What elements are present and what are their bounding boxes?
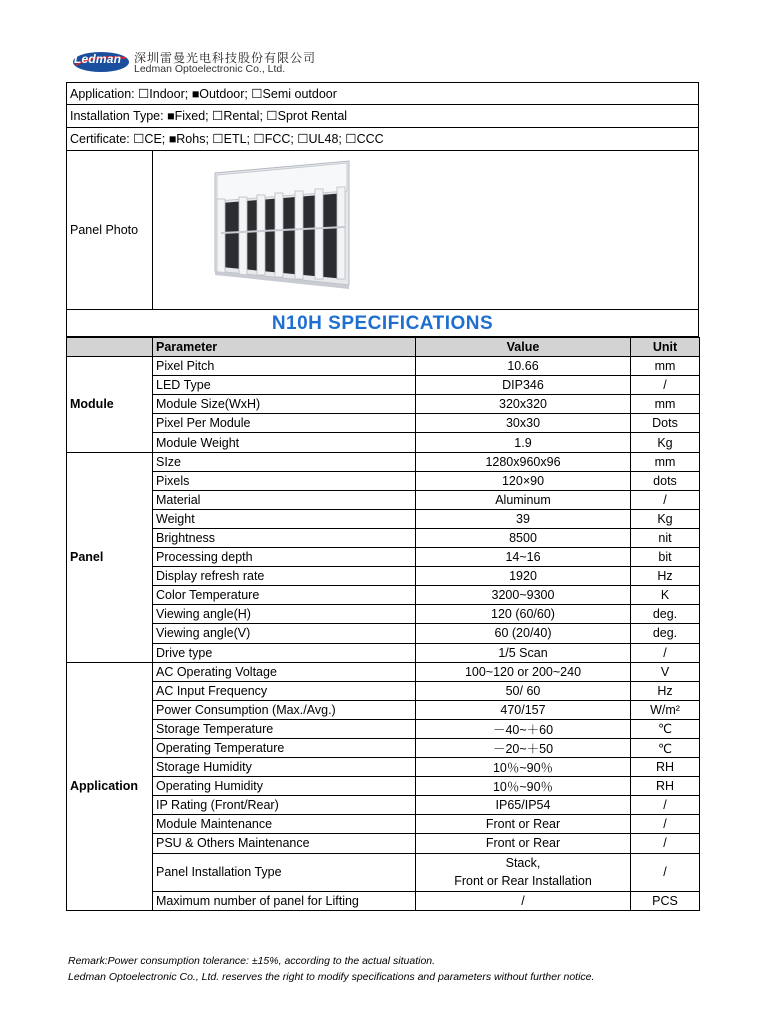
value-cell: 3200~9300 xyxy=(416,586,631,605)
value-cell: －20~＋50 xyxy=(416,738,631,757)
table-row xyxy=(67,395,700,414)
parameter-cell: Drive type xyxy=(153,643,416,662)
unit-cell: Dots xyxy=(631,414,700,433)
unit-header: Unit xyxy=(631,338,700,357)
parameter-cell: IP Rating (Front/Rear) xyxy=(153,796,416,815)
value-cell: 1/5 Scan xyxy=(416,643,631,662)
table-row xyxy=(67,509,700,528)
value-cell: DIP346 xyxy=(416,376,631,395)
parameter-header: Parameter xyxy=(153,338,416,357)
table-row xyxy=(67,605,700,624)
parameter-cell: Brightness xyxy=(153,528,416,547)
table-row xyxy=(67,796,700,815)
table-row xyxy=(67,853,700,891)
unit-cell: W/m² xyxy=(631,700,700,719)
remark-tolerance: Remark:Power consumption tolerance: ±15%, according to the actual situation. xyxy=(68,955,436,967)
group-label: Module xyxy=(67,357,153,452)
unit-cell: ℃ xyxy=(631,738,700,757)
table-row xyxy=(67,815,700,834)
table-row xyxy=(67,567,700,586)
unit-cell: dots xyxy=(631,471,700,490)
company-header xyxy=(72,48,472,78)
value-cell: 14~16 xyxy=(416,548,631,567)
value-cell: Front or Rear xyxy=(416,834,631,853)
unit-cell: / xyxy=(631,376,700,395)
table-row xyxy=(67,586,700,605)
value-cell: Aluminum xyxy=(416,490,631,509)
unit-cell: RH xyxy=(631,758,700,777)
value-cell: 8500 xyxy=(416,528,631,547)
parameter-cell: Pixel Pitch xyxy=(153,357,416,376)
parameter-cell: Operating Humidity xyxy=(153,777,416,796)
parameter-cell: AC Input Frequency xyxy=(153,681,416,700)
parameter-cell: Pixel Per Module xyxy=(153,414,416,433)
parameter-cell: PSU & Others Maintenance xyxy=(153,834,416,853)
unit-cell: / xyxy=(631,834,700,853)
table-row xyxy=(67,528,700,547)
unit-cell: Hz xyxy=(631,567,700,586)
group-label: Application xyxy=(67,662,153,910)
table-row xyxy=(67,738,700,757)
spec-sheet xyxy=(66,82,699,911)
unit-cell: deg. xyxy=(631,605,700,624)
unit-cell: ℃ xyxy=(631,719,700,738)
value-cell: 1280x960x96 xyxy=(416,452,631,471)
value-cell: 60 (20/40) xyxy=(416,624,631,643)
unit-cell: RH xyxy=(631,777,700,796)
remarks xyxy=(68,953,594,985)
value-cell: 10％~90％ xyxy=(416,758,631,777)
value-header: Value xyxy=(416,338,631,357)
unit-cell: / xyxy=(631,853,700,891)
parameter-cell: Panel Installation Type xyxy=(153,853,416,891)
unit-cell: / xyxy=(631,796,700,815)
unit-cell: / xyxy=(631,815,700,834)
table-row xyxy=(67,643,700,662)
parameter-cell: Maximum number of panel for Lifting xyxy=(153,891,416,910)
unit-cell: mm xyxy=(631,357,700,376)
panel-photo-cell xyxy=(153,151,698,309)
table-row xyxy=(67,758,700,777)
unit-cell: mm xyxy=(631,395,700,414)
table-row xyxy=(67,891,700,910)
value-cell: 1920 xyxy=(416,567,631,586)
value-cell: IP65/IP54 xyxy=(416,796,631,815)
led-panel-image xyxy=(209,159,359,295)
company-name-english: Ledman Optoelectronic Co., Ltd. xyxy=(134,63,286,75)
table-row xyxy=(67,471,700,490)
table-row xyxy=(67,681,700,700)
unit-cell: / xyxy=(631,643,700,662)
table-row xyxy=(67,700,700,719)
parameter-cell: Processing depth xyxy=(153,548,416,567)
group-label: Panel xyxy=(67,452,153,662)
parameter-cell: Pixels xyxy=(153,471,416,490)
parameter-cell: Module Maintenance xyxy=(153,815,416,834)
parameter-cell: Display refresh rate xyxy=(153,567,416,586)
table-row xyxy=(67,662,700,681)
table-row xyxy=(67,777,700,796)
unit-cell: Kg xyxy=(631,509,700,528)
value-cell: 320x320 xyxy=(416,395,631,414)
unit-cell: deg. xyxy=(631,624,700,643)
unit-cell: V xyxy=(631,662,700,681)
parameter-cell: Material xyxy=(153,490,416,509)
parameter-cell: Storage Humidity xyxy=(153,758,416,777)
unit-cell: K xyxy=(631,586,700,605)
company-name-chinese: 深圳雷曼光电科技股份有限公司 xyxy=(134,51,317,65)
parameter-cell: Module Weight xyxy=(153,433,416,452)
parameter-cell: SIze xyxy=(153,452,416,471)
unit-cell: Kg xyxy=(631,433,700,452)
parameter-cell: Viewing angle(V) xyxy=(153,624,416,643)
value-cell: 10％~90％ xyxy=(416,777,631,796)
specifications-table xyxy=(66,337,700,911)
parameter-cell: Weight xyxy=(153,509,416,528)
table-row xyxy=(67,834,700,853)
table-row xyxy=(67,433,700,452)
table-row xyxy=(67,548,700,567)
value-cell: 10.66 xyxy=(416,357,631,376)
remark-rights: Ledman Optoelectronic Co., Ltd. reserves the right to modify specifications and parameters without further notice. xyxy=(68,971,595,983)
value-cell: 1.9 xyxy=(416,433,631,452)
table-row xyxy=(67,414,700,433)
panel-photo-row xyxy=(66,151,699,310)
parameter-cell: LED Type xyxy=(153,376,416,395)
value-cell: －40~＋60 xyxy=(416,719,631,738)
parameter-cell: Viewing angle(H) xyxy=(153,605,416,624)
parameter-cell: Power Consumption (Max./Avg.) xyxy=(153,700,416,719)
value-cell: 470/157 xyxy=(416,700,631,719)
table-row xyxy=(67,719,700,738)
unit-cell: PCS xyxy=(631,891,700,910)
value-cell: 120×90 xyxy=(416,471,631,490)
value-cell: 120 (60/60) xyxy=(416,605,631,624)
panel-photo-label: Panel Photo xyxy=(67,151,153,309)
parameter-cell: AC Operating Voltage xyxy=(153,662,416,681)
value-cell: 100~120 or 200~240 xyxy=(416,662,631,681)
parameter-cell: Module Size(WxH) xyxy=(153,395,416,414)
table-row xyxy=(67,490,700,509)
value-cell: / xyxy=(416,891,631,910)
unit-cell: mm xyxy=(631,452,700,471)
parameter-cell: Storage Temperature xyxy=(153,719,416,738)
certificate-row: Certificate: ☐CE; ■Rohs; ☐ETL; ☐FCC; ☐UL48; ☐CCC xyxy=(66,128,699,151)
installation-type-row: Installation Type: ■Fixed; ☐Rental; ☐Sprot Rental xyxy=(66,105,699,128)
value-cell: 30x30 xyxy=(416,414,631,433)
unit-cell: Hz xyxy=(631,681,700,700)
value-cell: 50/ 60 xyxy=(416,681,631,700)
table-header-row xyxy=(67,338,700,357)
spec-title: N10H SPECIFICATIONS xyxy=(66,310,699,337)
application-row: Application: ☐Indoor; ■Outdoor; ☐Semi outdoor xyxy=(66,82,699,105)
table-row xyxy=(67,452,700,471)
table-row xyxy=(67,624,700,643)
unit-cell: / xyxy=(631,490,700,509)
table-row xyxy=(67,357,700,376)
group-header xyxy=(67,338,153,357)
value-cell: Stack, Front or Rear Installation xyxy=(416,853,631,891)
value-cell: Front or Rear xyxy=(416,815,631,834)
unit-cell: nit xyxy=(631,528,700,547)
unit-cell: bit xyxy=(631,548,700,567)
value-cell: 39 xyxy=(416,509,631,528)
logo-text: Ledman xyxy=(74,52,122,66)
parameter-cell: Color Temperature xyxy=(153,586,416,605)
table-row xyxy=(67,376,700,395)
parameter-cell: Operating Temperature xyxy=(153,738,416,757)
